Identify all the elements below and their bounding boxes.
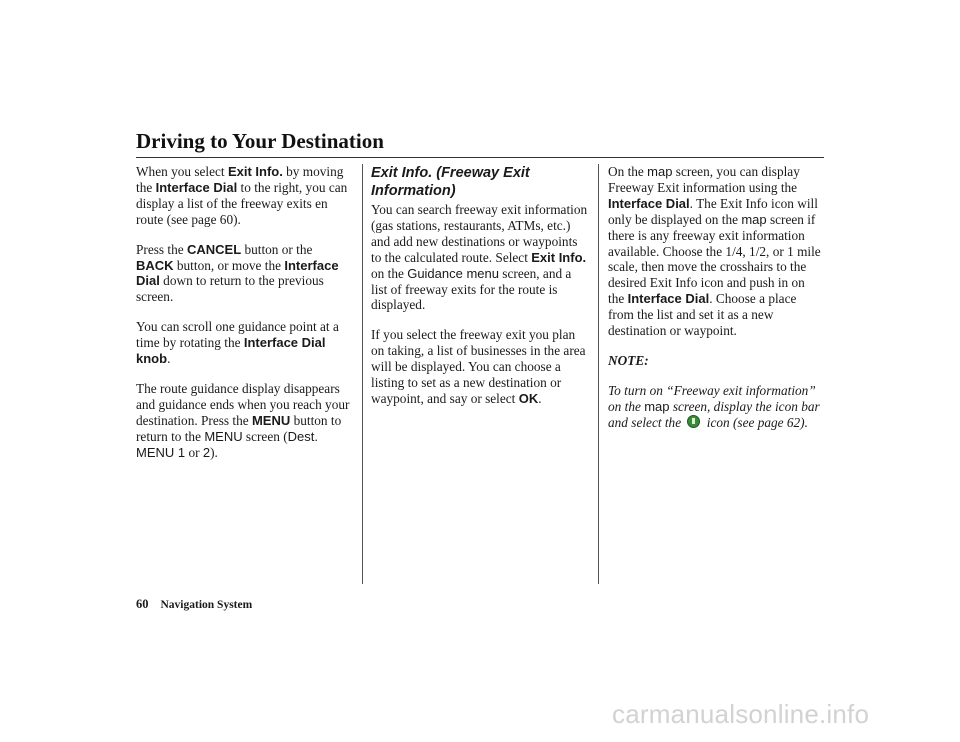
- term-menu-screen: MENU: [204, 428, 243, 444]
- term-interface-dial: Interface Dial: [608, 195, 690, 211]
- term-menu-button: MENU: [251, 412, 291, 428]
- column-3: [608, 164, 824, 445]
- term-exit-info: Exit Info.: [227, 164, 283, 179]
- col2-paragraph-2: If you select the freeway exit you plan on taking, a list of businesses in the area will be displayed. You can choose a listing to set as a new destination or waypoint, and say or select OK.: [371, 327, 586, 406]
- section-heading: Exit Info. (Freeway Exit Information): [371, 165, 530, 199]
- term-map: map: [647, 164, 673, 179]
- col2-paragraph-1: You can search freeway exit information (gas stations, restaurants, ATMs, etc.) and add new destinations or waypoints to the calculated route. Select Exit Info. on the Guidance menu screen, and a list of freeway exits for the route is displayed.: [371, 202, 588, 313]
- col3-paragraph-1: On the map screen, you can display Freeway Exit information using the Interface Dial. The Exit Info icon will only be displayed on the map screen if there is any freeway exit information available. Choose the 1/4, 1/2, or 1 mile scale, then move the crosshairs to the desired Exit Info icon and push in on the Interface Dial. Choose a place from the list and set it as a new destination or waypoint.: [608, 164, 821, 339]
- term-dest-menu-1: Dest. MENU 1: [136, 428, 318, 460]
- term-interface-dial-knob: Interface Dial knob: [136, 335, 326, 367]
- term-interface-dial: Interface Dial: [155, 179, 238, 195]
- term-map: map: [644, 398, 670, 414]
- note-heading: NOTE:: [608, 352, 649, 368]
- term-dest-menu-2: 2: [202, 444, 211, 460]
- col1-paragraph-4: The route guidance display disappears and guidance ends when you reach your destination. Press the MENU button to return to the MENU screen (Dest. MENU 1 or 2).: [136, 380, 350, 460]
- page-footer: [136, 597, 252, 612]
- term-guidance-menu: Guidance menu: [407, 265, 499, 281]
- term-map: map: [741, 211, 767, 227]
- col1-paragraph-1: When you select Exit Info. by moving the Interface Dial to the right, you can display a list of the freeway exits en route (see page 60).: [136, 164, 348, 227]
- term-cancel: CANCEL: [186, 241, 242, 257]
- column-divider-1: [362, 164, 363, 584]
- col1-paragraph-2: Press the CANCEL button or the BACK button, or move the Interface Dial down to return to the previous screen.: [136, 241, 339, 305]
- term-interface-dial: Interface Dial: [136, 257, 339, 289]
- term-ok: OK: [518, 390, 539, 406]
- title-rule: [136, 157, 824, 158]
- term-interface-dial: Interface Dial: [627, 291, 710, 307]
- col1-paragraph-3: You can scroll one guidance point at a time by rotating the Interface Dial knob.: [136, 319, 339, 367]
- exit-info-icon: [687, 415, 700, 428]
- column-1: [136, 164, 353, 475]
- term-exit-info: Exit Info.: [531, 249, 587, 265]
- column-divider-2: [598, 164, 599, 584]
- term-back: BACK: [136, 257, 174, 273]
- watermark: carmanualsonline.info: [612, 699, 870, 729]
- footer-section: Navigation System: [160, 599, 253, 611]
- page-number: 60: [136, 597, 149, 611]
- note-text: To turn on “Freeway exit information” on the map screen, display the icon bar and select the icon (see page 62).: [608, 382, 820, 430]
- column-2: [371, 164, 590, 421]
- page-title: Driving to Your Destination: [136, 129, 384, 153]
